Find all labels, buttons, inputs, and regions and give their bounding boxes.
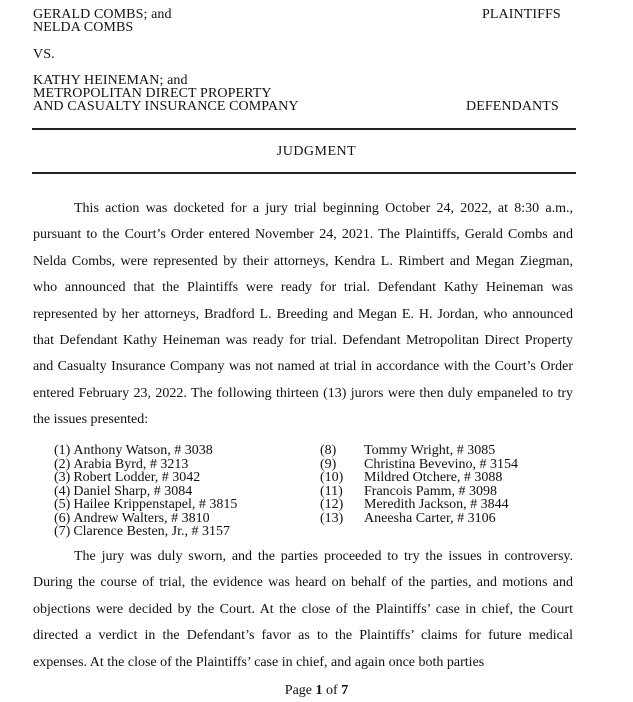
defendant-line: KATHY HEINEMAN; and [33,73,188,88]
juror-entry [54,525,237,539]
juror-number: (1) [54,443,71,458]
juror-entry [54,444,237,458]
juror-entry [320,498,518,512]
plaintiffs-label: PLAINTIFFS [482,7,561,22]
juror-name: Mildred Otchere, # 3088 [364,470,503,485]
juror-name: Aneesha Carter, # 3106 [364,510,496,526]
plaintiffs-names [33,8,172,34]
versus-label: VS. [33,47,55,62]
juror-entry [54,485,237,499]
juror-number: (6) [54,510,71,526]
juror-entry [54,512,237,526]
juror-name: Tommy Wright, # 3085 [364,443,496,458]
juror-name: Meredith Jackson, # 3844 [364,497,509,512]
juror-entry [320,444,518,458]
defendants-names [33,74,299,113]
defendant-line: METROPOLITAN DIRECT PROPERTY [33,86,272,101]
juror-name: Francois Pamm, # 3098 [364,483,497,499]
top-divider [32,128,576,130]
juror-name: Clarence Besten, Jr., # 3157 [73,524,231,539]
juror-number: (4) [54,483,71,499]
juror-name: Robert Lodder, # 3042 [73,470,201,485]
juror-number: (13) [320,510,344,526]
page-total: 7 [341,683,349,698]
juror-number: (7) [54,524,71,539]
document-title: JUDGMENT [276,144,357,159]
page-of: of [322,683,342,698]
defendants-label: DEFENDANTS [466,99,559,114]
juror-name: Hailee Krippenstapel, # 3815 [73,497,238,512]
jurors-column-left [54,444,237,539]
juror-number: (12) [320,497,344,512]
juror-entry [320,512,518,526]
paragraph-trial-docket: This action was docketed for a jury trial beginning October 24, 2022, at 8:30 a.m., pursuant to the Court’s Order entered November 24, 2021. The Plaintiffs, Gerald Combs and Nelda Combs, were represented by their attorneys, Kendra L. Rimbert and Megan Ziegman, who announced that the Plaintiffs were ready for trial. Defendant Kathy Heineman was represented by her attorneys, Bradford L. Breeding and Megan E. H. Jordan, who announced that Defendant Kathy Heineman was ready for trial. Defendant Metropolitan Direct Property and Casualty Insurance Company was not named at trial in accordance with the Court’s Order entered February 23, 2022. The following thirteen (13) jurors were then duly empaneled to try the issues presented: [33,201,573,428]
juror-name: Arabia Byrd, # 3213 [73,456,189,472]
juror-number: (3) [54,470,71,485]
jurors-column-right [320,444,518,525]
juror-entry [54,498,237,512]
juror-number: (10) [320,470,344,485]
juror-name: Anthony Watson, # 3038 [73,443,213,458]
page-number [0,683,633,699]
plaintiff-line: NELDA COMBS [33,20,134,35]
juror-entry [54,458,237,472]
plaintiff-line: GERALD COMBS; and [33,7,172,22]
bottom-divider [32,172,576,174]
juror-number: (8) [320,443,337,458]
juror-number: (9) [320,456,337,472]
juror-entry [54,471,237,485]
paragraph-jury-sworn: The jury was duly sworn, and the parties proceeded to try the issues in controversy. During the course of trial, the evidence was heard on behalf of the parties, and motions and objections were decided by the Court. At the close of the Plaintiffs’ case in chief, the Court directed a verdict in the Defendant’s favor as to the Plaintiffs’ claims for future medical expenses. At the close of the Plaintiffs’ case in chief, and again once both parties [33,549,573,670]
juror-name: Christina Bevevino, # 3154 [364,456,518,472]
page-prefix: Page [284,683,316,698]
juror-number: (2) [54,456,71,472]
juror-entry [320,458,518,472]
juror-name: Andrew Walters, # 3810 [73,510,210,526]
juror-entry [320,471,518,485]
defendant-line: AND CASUALTY INSURANCE COMPANY [33,99,299,114]
juror-number: (5) [54,497,71,512]
juror-number: (11) [320,483,343,499]
juror-name: Daniel Sharp, # 3084 [73,483,193,499]
juror-entry [320,485,518,499]
page-current: 1 [315,683,323,698]
